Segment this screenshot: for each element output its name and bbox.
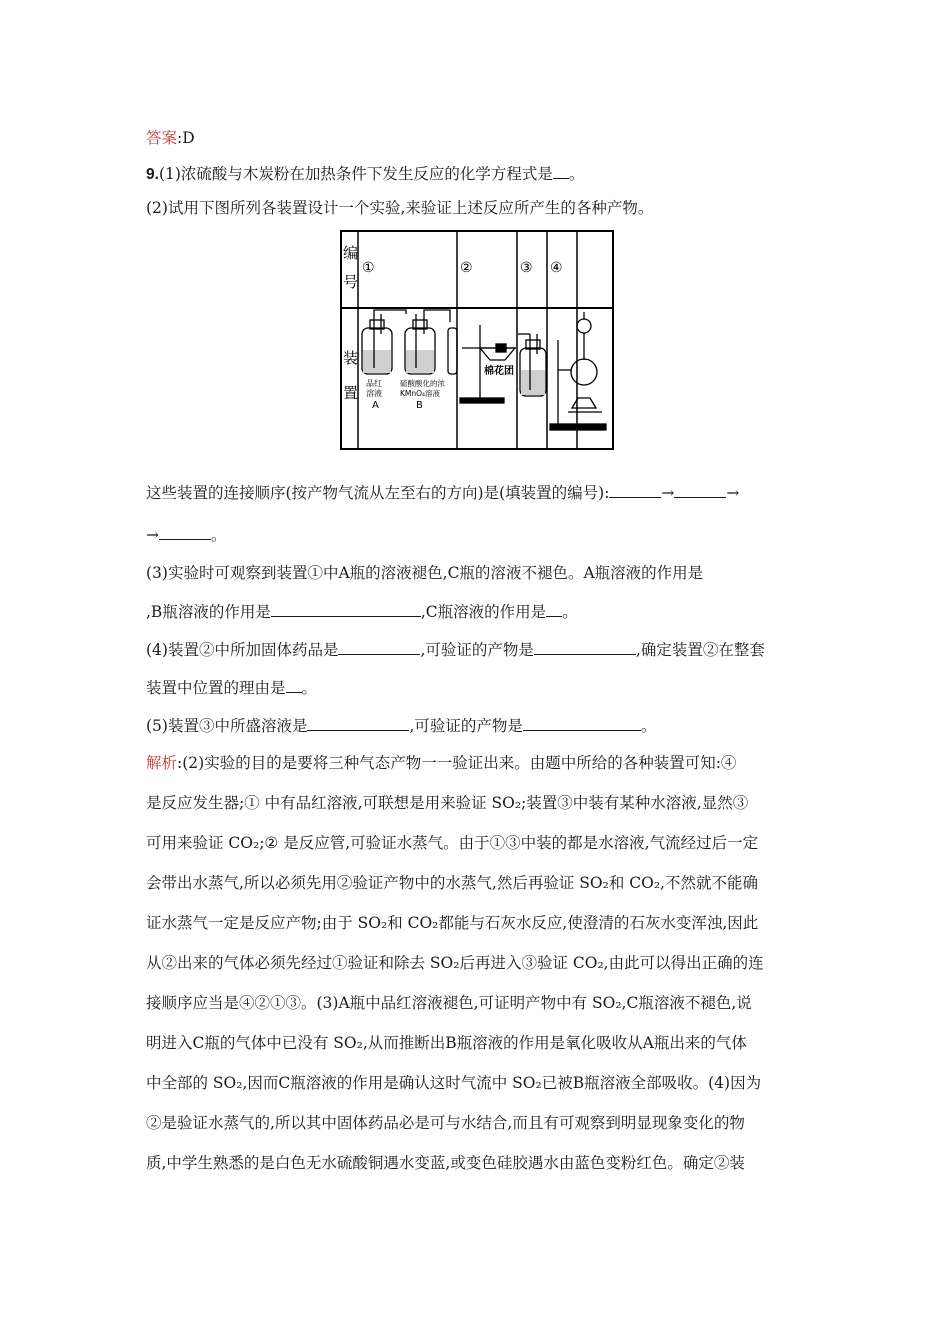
analysis-text-4: 会带出水蒸气,所以必须先用②验证产物中的水蒸气,然后再验证 SO₂和 CO₂,不然就不能确 (146, 874, 758, 892)
number-1: ① (362, 260, 375, 276)
question-part-3-line-1 (146, 563, 703, 583)
question-part-3-line-2 (146, 602, 578, 622)
question-number: 9. (146, 166, 159, 183)
answer-label: 答案 (146, 129, 178, 147)
q3-text-b1: ,B瓶溶液的作用是 (146, 603, 271, 621)
analysis-line-6 (146, 953, 764, 973)
bottle-b-label-2: KMnO₄溶液 (400, 389, 441, 398)
q4-text-5: 。 (301, 679, 318, 697)
analysis-text-8: 明进入C瓶的气体中已没有 SO₂,从而推断出B瓶溶液的作用是氧化吸收从A瓶出来的气体 (146, 1034, 747, 1052)
label-bian: 编 (343, 244, 359, 262)
order-blank-1[interactable] (609, 483, 661, 498)
bottle-b-label-3: B (416, 400, 423, 411)
analysis-line-4 (146, 873, 758, 893)
q4-text-2: ,可验证的产物是 (420, 641, 534, 659)
order-line-2 (146, 525, 227, 545)
blank-c-bottle[interactable] (546, 602, 562, 617)
blank-reason[interactable] (286, 678, 302, 693)
apparatus-figure (340, 230, 614, 450)
question-9-part-1 (146, 164, 584, 185)
order-line (146, 483, 739, 503)
blank[interactable] (553, 164, 569, 179)
arrow-1: → (661, 484, 675, 502)
blank-b-bottle[interactable] (271, 602, 421, 617)
analysis-line-3 (146, 833, 758, 853)
analysis-line-2 (146, 793, 748, 813)
q4-text-1: (4)装置②中所加固体药品是 (146, 641, 339, 659)
analysis-line-5 (146, 913, 758, 933)
analysis-text-7: 接顺序应当是④②①③。(3)A瓶中品红溶液褪色,可证明产物中有 SO₂,C瓶溶液不褪色,说 (146, 994, 752, 1012)
bottle-a-label-1: 品红 (366, 379, 382, 388)
arrow-3: → (146, 526, 159, 544)
label-hao: 号 (343, 273, 359, 291)
bottle-b-label-1: 硫酸酸化的浓 (400, 379, 445, 388)
analysis-text-11: 质,中学生熟悉的是白色无水硫酸铜遇水变蓝,或变色硅胶遇水由蓝色变粉红色。确定②装 (146, 1154, 745, 1172)
blank-solid-reagent[interactable] (338, 640, 420, 655)
q9-p1-end: 。 (568, 165, 585, 183)
question-9-part-2 (146, 198, 653, 218)
question-part-4-line-1 (146, 640, 765, 660)
analysis-line-8 (146, 1033, 747, 1053)
blank-product-3[interactable] (523, 716, 641, 731)
analysis-text-9: 中全部的 SO₂,因而C瓶溶液的作用是确认这时气流中 SO₂已被B瓶溶液全部吸收。(4)因为 (146, 1074, 762, 1092)
q9-p2-text: (2)试用下图所列各装置设计一个实验,来验证上述反应所产生的各种产物。 (146, 199, 654, 217)
analysis-text-10: ②是验证水蒸气的,所以其中固体药品必是可与水结合,而且有可观察到明显现象变化的物 (146, 1114, 745, 1132)
q9-p1-text: (1)浓硫酸与木炭粉在加热条件下发生反应的化学方程式是 (158, 165, 553, 183)
number-4: ④ (550, 260, 563, 276)
analysis-line-10 (146, 1113, 745, 1133)
analysis-line-9 (146, 1073, 761, 1093)
q3-text-a: (3)实验时可观察到装置①中A瓶的溶液褪色,C瓶的溶液不褪色。A瓶溶液的作用是 (146, 564, 704, 582)
analysis-label: 解析 (146, 754, 178, 772)
answer-line (146, 128, 195, 148)
blank-solution-3[interactable] (307, 716, 409, 731)
arrow-2: → (726, 484, 740, 502)
question-part-5 (146, 716, 656, 736)
question-part-4-line-2 (146, 678, 317, 698)
blank-product-2[interactable] (534, 640, 636, 655)
label-zhuang: 装 (343, 349, 359, 367)
answer-value: :D (177, 129, 195, 147)
bottle-a-label-2: 溶液 (366, 389, 382, 398)
q3-text-b3: 。 (562, 603, 578, 621)
analysis-line-11 (146, 1153, 745, 1173)
order-text: 这些装置的连接顺序(按产物气流从左至右的方向)是(填装置的编号): (146, 484, 610, 502)
number-2: ② (460, 260, 473, 276)
analysis-text-2: 是反应发生器;① 中有品红溶液,可联想是用来验证 SO₂;装置③中装有某种水溶液,显然③ (146, 794, 749, 812)
cotton-label: 棉花团 (484, 366, 514, 377)
q5-text-2: ,可验证的产物是 (409, 717, 523, 735)
order-blank-2[interactable] (674, 483, 726, 498)
q4-text-4: 装置中位置的理由是 (146, 679, 286, 697)
order-end: 。 (211, 526, 227, 544)
number-3: ③ (520, 260, 533, 276)
q4-text-3: ,确定装置②在整套 (635, 641, 765, 659)
analysis-text-5: 证水蒸气一定是反应产物;由于 SO₂和 CO₂都能与石灰水反应,使澄清的石灰水变浑浊,因此 (146, 914, 759, 932)
order-blank-3[interactable] (159, 525, 211, 540)
analysis-line-1 (146, 753, 736, 773)
analysis-text-6: 从②出来的气体必须先经过①验证和除去 SO₂后再进入③验证 CO₂,由此可以得出正确的连 (146, 954, 764, 972)
analysis-line-7 (146, 993, 752, 1013)
q5-text-3: 。 (640, 717, 657, 735)
analysis-text-1: :(2)实验的目的是要将三种气态产物一一验证出来。由题中所给的各种装置可知:④ (177, 754, 737, 772)
q3-text-b2: ,C瓶溶液的作用是 (420, 603, 547, 621)
q5-text-1: (5)装置③中所盛溶液是 (146, 717, 308, 735)
analysis-text-3: 可用来验证 CO₂;② 是反应管,可验证水蒸气。由于①③中装的都是水溶液,气流经过后一定 (146, 834, 759, 852)
label-zhi: 置 (343, 384, 359, 402)
bottle-a-label-3: A (372, 400, 379, 411)
